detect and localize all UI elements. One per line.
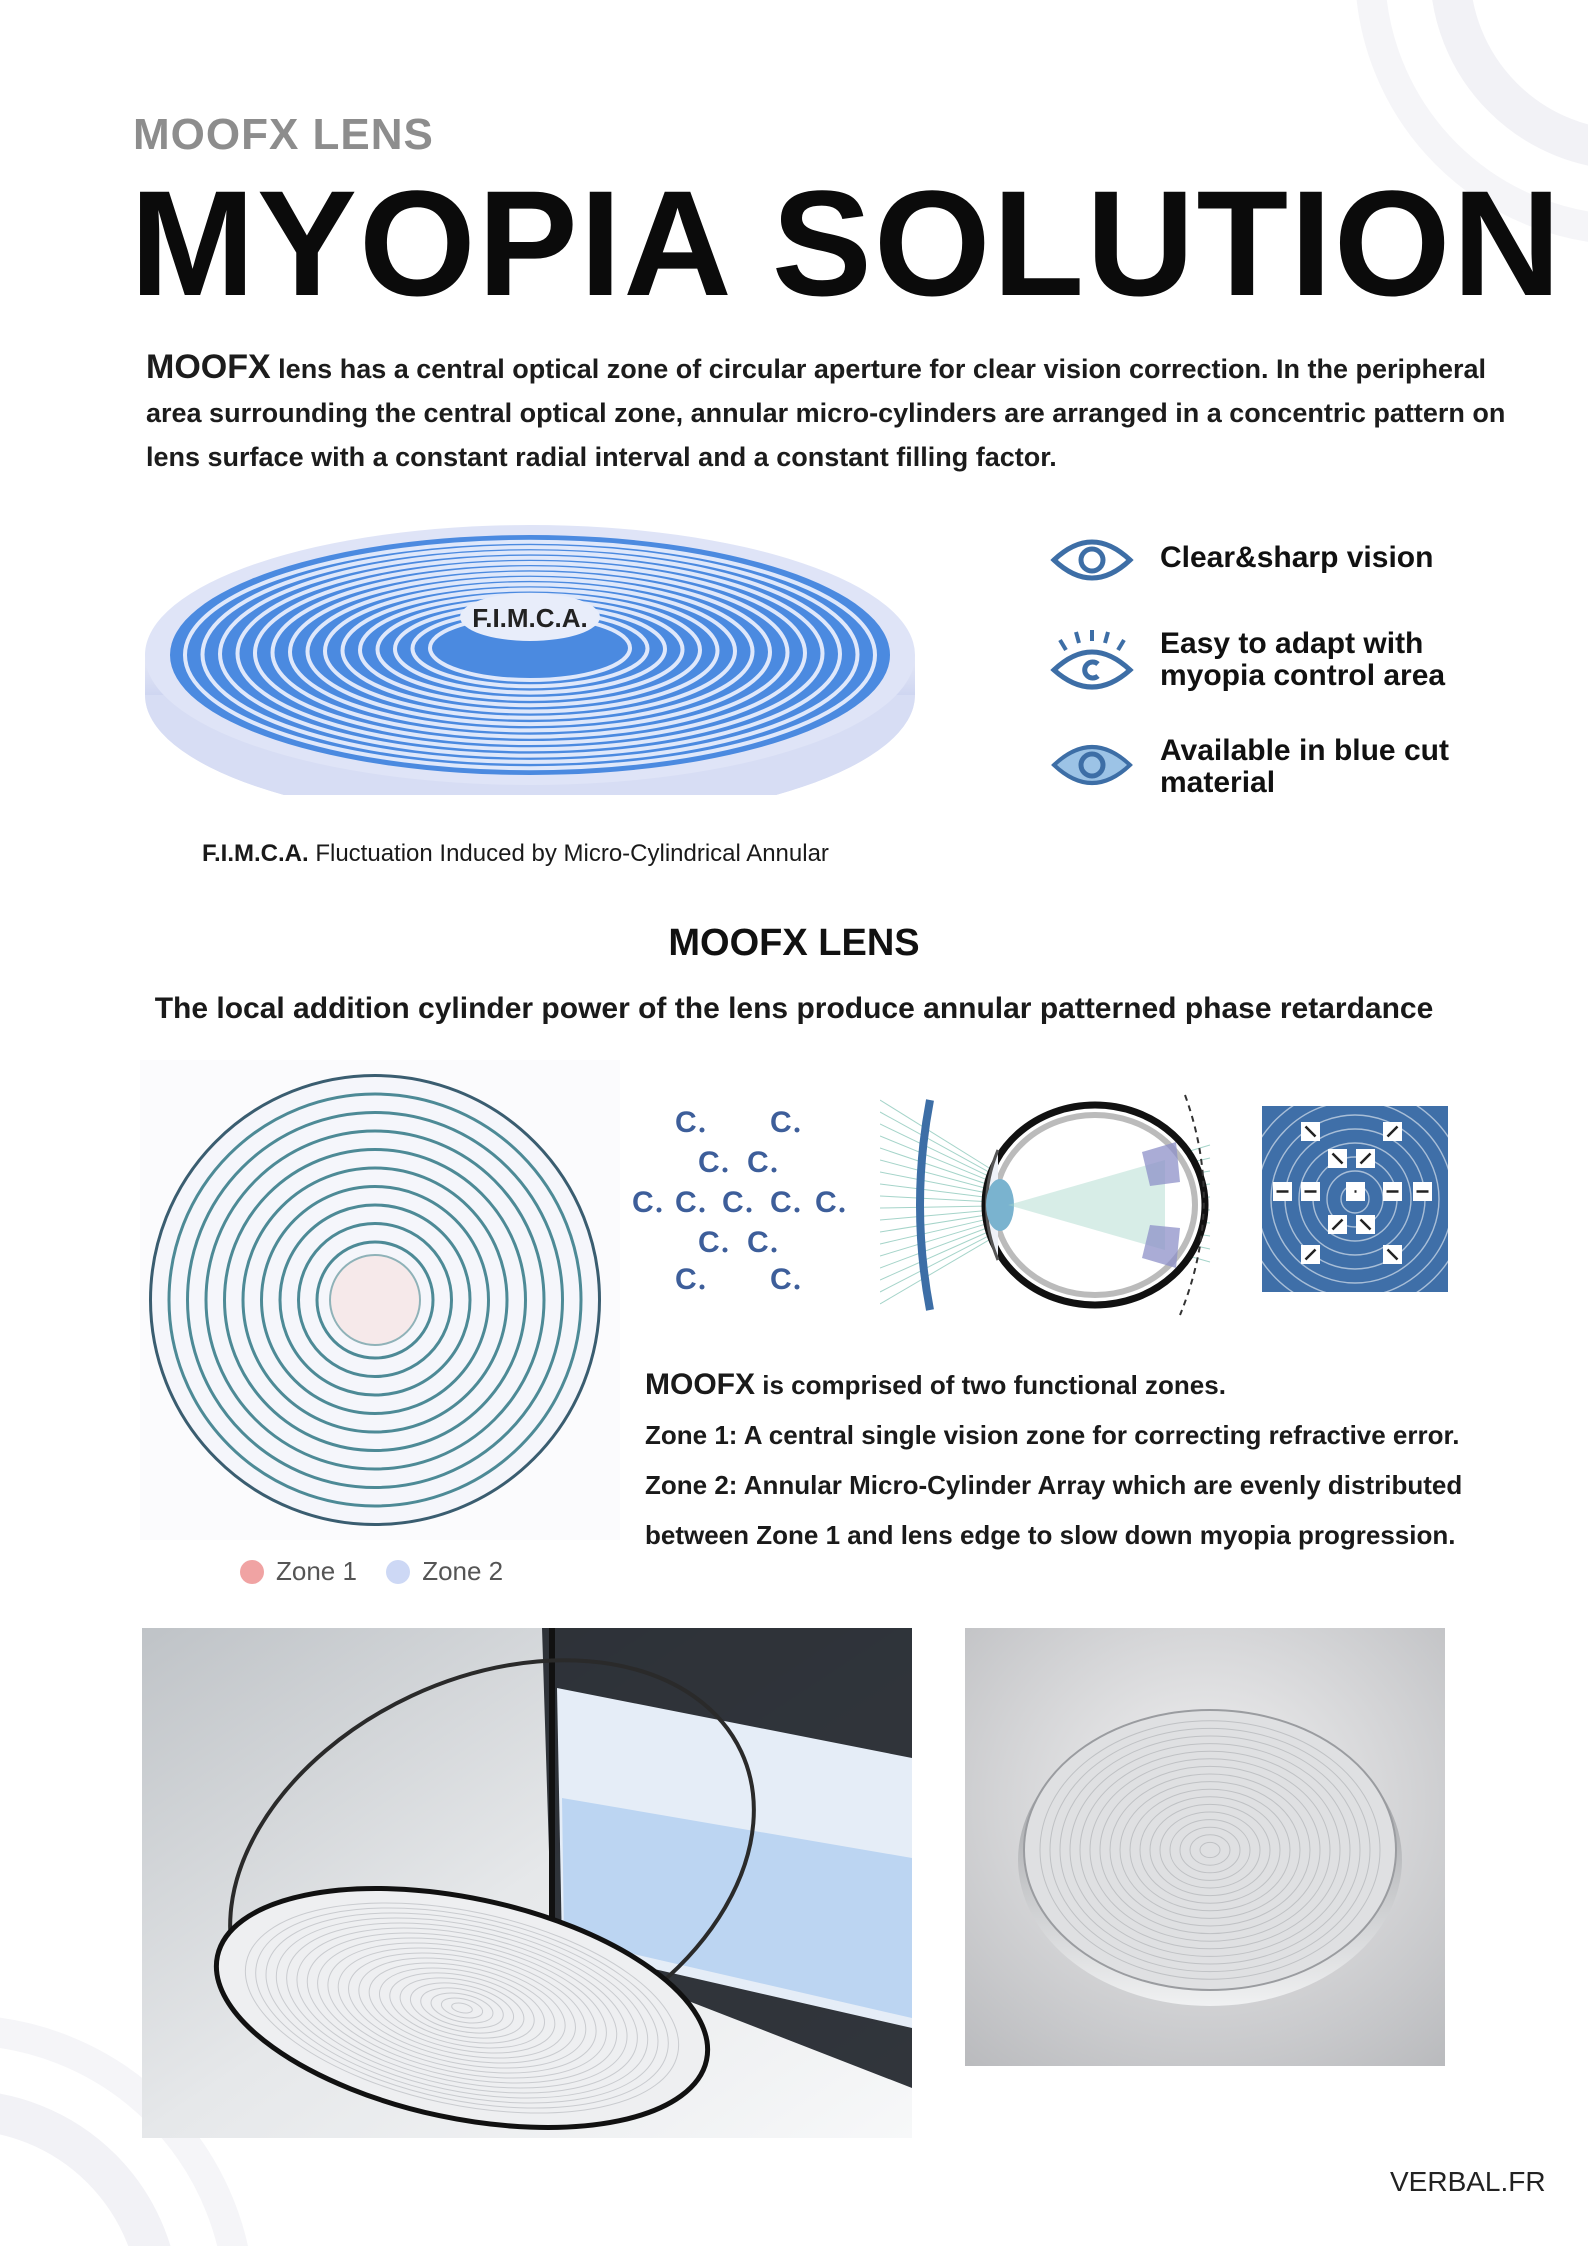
c-glyph: C	[815, 1186, 837, 1219]
c-letter-pattern	[620, 1095, 850, 1295]
eye-cross-section-diagram	[880, 1090, 1220, 1320]
zones-brand: MOOFX	[645, 1368, 755, 1401]
c-dot	[723, 1168, 728, 1173]
zone2-swatch	[386, 1560, 410, 1584]
intro-brand: MOOFX	[146, 348, 271, 386]
c-glyph: C	[675, 1263, 697, 1295]
page-title: MYOPIA SOLUTION	[130, 159, 1563, 327]
c-glyph: C	[747, 1226, 769, 1259]
page-subtitle: MOOFX LENS	[133, 110, 434, 159]
phase-retardance-pattern	[1262, 1106, 1448, 1292]
lens-disc-svg	[140, 505, 920, 795]
zones-line-3: Zone 2: Annular Micro-Cylinder Array which are evenly distributed	[645, 1470, 1463, 1500]
c-dot	[657, 1208, 662, 1213]
fimca-definition: Fluctuation Induced by Micro-Cylindrical Annular	[308, 840, 829, 867]
c-dot	[723, 1248, 728, 1253]
c-dot	[795, 1208, 800, 1213]
c-glyph: C	[747, 1146, 769, 1179]
zone1-swatch	[240, 1560, 264, 1584]
zones-line-4: between Zone 1 and lens edge to slow down myopia progression.	[645, 1520, 1456, 1550]
c-dot	[772, 1248, 777, 1253]
intro-text: lens has a central optical zone of circular aperture for clear vision correction. In the peripheral area surrounding the central optical zone, annular micro-cylinders are arranged in a concentric pattern on lens surface with a constant radial interval and a constant filling factor.	[146, 354, 1506, 472]
zone-ring-diagram	[140, 1060, 620, 1540]
c-dot	[840, 1208, 845, 1213]
zone1-label: Zone 1	[276, 1556, 357, 1586]
c-dot	[772, 1168, 777, 1173]
eye-lashes-c-icon	[1050, 628, 1134, 700]
c-dot	[795, 1128, 800, 1133]
c-dot	[700, 1208, 705, 1213]
feature-label: Clear&sharp vision	[1160, 541, 1434, 574]
c-dot	[700, 1285, 705, 1290]
c-glyph: C	[698, 1146, 720, 1179]
lens-disc-illustration	[140, 505, 920, 795]
disc-label: F.I.M.C.A.	[472, 603, 588, 633]
feature-clear-vision	[1050, 530, 1510, 590]
feature-label: Easy to adapt with myopia control area	[1160, 627, 1446, 692]
lens-photo-block-svg	[142, 1628, 912, 2138]
light-ray	[880, 1136, 998, 1184]
feature-easy-adapt	[1050, 628, 1510, 700]
c-dot	[747, 1208, 752, 1213]
zones-line-1	[645, 1360, 1545, 1410]
light-ray	[880, 1112, 998, 1177]
c-dot	[795, 1285, 800, 1290]
light-ray	[880, 1213, 998, 1232]
c-dot	[700, 1128, 705, 1133]
zone2-label: Zone 2	[422, 1556, 504, 1586]
eye-svg	[880, 1090, 1220, 1320]
retardance-svg	[1262, 1106, 1448, 1292]
intro-paragraph	[146, 345, 1506, 479]
zones-intro: is comprised of two functional zones.	[755, 1370, 1226, 1400]
light-ray	[880, 1210, 998, 1221]
light-ray	[880, 1148, 998, 1188]
lens-photo-grey	[965, 1628, 1445, 2066]
c-glyph: C	[675, 1186, 697, 1219]
c-glyph: C	[632, 1186, 654, 1219]
light-ray	[880, 1235, 998, 1304]
light-ray	[880, 1124, 998, 1181]
zones-line-2: Zone 1: A central single vision zone for correcting refractive error.	[645, 1420, 1460, 1450]
lens-photo-block	[142, 1628, 912, 2138]
light-ray	[880, 1228, 998, 1281]
c-glyph: C	[722, 1186, 744, 1219]
section-subheading: The local addition cylinder power of the lens produce annular patterned phase retardance	[154, 992, 1434, 1025]
c-glyph: C	[770, 1106, 792, 1139]
c-glyph: C	[675, 1106, 697, 1139]
c-glyph: C	[770, 1186, 792, 1219]
eye-outline-icon	[1050, 530, 1134, 590]
lens-photo-grey-svg	[965, 1628, 1445, 2066]
c-glyph: C	[698, 1226, 720, 1259]
zone-ring-svg	[140, 1060, 620, 1540]
light-ray	[880, 1206, 998, 1208]
feature-blue-cut	[1050, 734, 1510, 799]
c-glyph: C	[770, 1263, 792, 1295]
section-heading: MOOFX LENS	[668, 922, 920, 964]
light-ray	[880, 1220, 998, 1256]
zone-legend	[240, 1556, 503, 1587]
feature-label: Available in blue cut material	[1160, 734, 1449, 799]
zones-description	[645, 1360, 1545, 1560]
fimca-abbr: F.I.M.C.A.	[202, 840, 309, 867]
light-ray	[880, 1100, 998, 1174]
eye-filled-icon	[1050, 735, 1134, 795]
footer-brand: VERBAL.FR	[1390, 2166, 1546, 2197]
fimca-caption	[202, 840, 829, 868]
c-pattern-svg	[620, 1095, 850, 1295]
